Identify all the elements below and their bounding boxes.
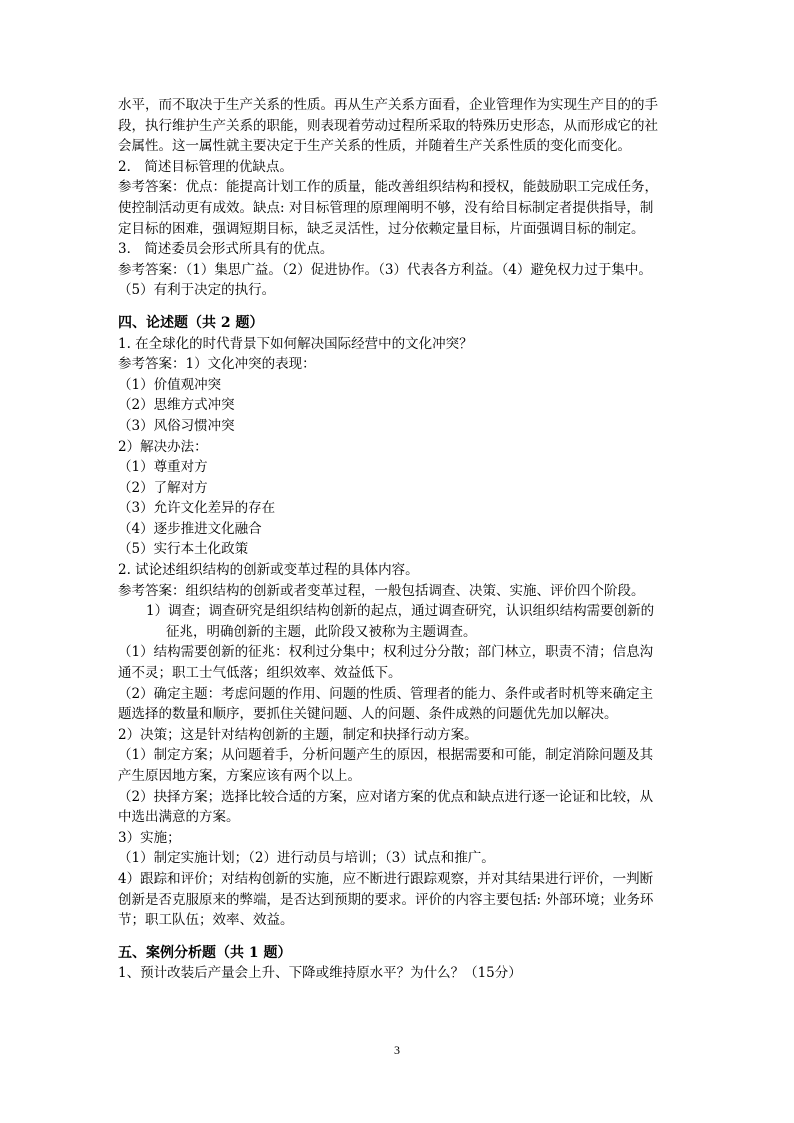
page-content [118, 95, 678, 984]
answer-line: 参考答案：1）文化冲突的表现： [118, 356, 316, 373]
case-question-1: 1、预计改装后产量会上升、下降或维持原水平？为什么？（15分） [118, 965, 522, 982]
essay-question-1: 1. 在全球化的时代背景下如何解决国际经营中的文化冲突？ [118, 335, 473, 352]
text-line: 会属性。这一属性就主要决定于生产关系的性质，并随着生产关系性质的变化而变化。 [118, 138, 631, 155]
answer-line: （2）确定主题：考虑问题的作用、问题的性质、管理者的能力、条件或者时机等来确定主 [118, 685, 654, 702]
answer-line: （2）了解对方 [118, 479, 208, 496]
section-heading-4: 四、论述题（共 2 题） [118, 314, 264, 331]
answer-line: 创新是否克服原来的弊端，是否达到预期的要求。评价的内容主要包括: 外部环境；业务环 [118, 891, 654, 908]
question-q2: 2． 简述目标管理的优缺点。 [118, 158, 293, 175]
answer-line: （1）制定实施计划；（2）进行动员与培训；（3）试点和推广。 [118, 850, 495, 867]
answer-line: （3）风俗习惯冲突 [118, 417, 235, 434]
answer-line: （2）思维方式冲突 [118, 397, 235, 414]
answer-line: 2）决策；这是针对结构创新的主题，制定和抉择行动方案。 [118, 726, 478, 743]
answer-line: （1）尊重对方 [118, 459, 208, 476]
answer-line: 参考答案：组织结构的创新或者变革过程，一般包括调查、决策、实施、评价四个阶段。 [118, 582, 645, 599]
text-line: 水平，而不取决于生产关系的性质。再从生产关系方面看，企业管理作为实现生产目的的手 [118, 97, 658, 113]
answer-line: 参考答案：（1）集思广益。（2）促进协作。（3）代表各方利益。（4）避免权力过于集中。 [118, 261, 652, 278]
answer-line: 定目标的困难，强调短期目标，缺乏灵活性，过分依赖定量目标，片面强调目标的制定。 [118, 220, 645, 237]
answer-line: （5）实行本土化政策 [118, 541, 249, 558]
answer-line: 4）跟踪和评价；对结构创新的实施，应不断进行跟踪观察，并对其结果进行评价，一判断 [118, 870, 654, 887]
answer-line: 通不灵；职工士气低落；组织效率、效益低下。 [118, 665, 402, 682]
page-number: 3 [394, 1043, 400, 1057]
answer-line: 节；职工队伍；效率、效益。 [118, 912, 294, 929]
answer-line: （1）制定方案；从问题着手，分析问题产生的原因，根据需要和可能，制定消除问题及其 [118, 747, 654, 764]
answer-line: （2）抉择方案；选择比较合适的方案，应对诸方案的优点和缺点进行逐一论证和比较，从 [118, 788, 654, 805]
answer-line: 1）调查；调查研究是组织结构创新的起点，通过调查研究，认识组织结构需要创新的 [146, 603, 655, 620]
answer-line: 题选择的数量和顺序，要抓住关键问题、人的问题、条件成熟的问题优先加以解决。 [118, 706, 618, 723]
answer-line: 使控制活动更有成效。缺点: 对目标管理的原理阐明不够，没有给目标制定者提供指导，制 [118, 199, 654, 216]
answer-line: （4）逐步推进文化融合 [118, 520, 262, 537]
answer-line: （1）价值观冲突 [118, 376, 222, 393]
text-line: 段，执行维护生产关系的职能，则表现着劳动过程所采取的特殊历史形态，从而形成它的社 [118, 117, 658, 134]
answer-line: 征兆，明确创新的主题，此阶段又被称为主题调查。 [166, 623, 477, 640]
answer-line: 参考答案：优点：能提高计划工作的质量，能改善组织结构和授权，能鼓励职工完成任务， [118, 179, 658, 196]
answer-line: 产生原因地方案，方案应该有两个以上。 [118, 768, 361, 784]
section-heading-5: 五、案例分析题（共 1 题） [118, 944, 292, 961]
answer-line: 2）解决办法： [118, 438, 208, 455]
answer-line: 3）实施； [118, 829, 181, 846]
essay-question-2: 2. 试论述组织结构的创新或变革过程的具体内容。 [118, 562, 419, 579]
answer-line: （5）有利于决定的执行。 [118, 282, 276, 299]
answer-line: （3）允许文化差异的存在 [118, 500, 276, 517]
answer-line: （1）结构需要创新的征兆：权利过分集中；权利过分分散；部门林立，职责不清；信息沟 [118, 644, 654, 661]
answer-line: 中选出满意的方案。 [118, 809, 240, 826]
question-q3: 3． 简述委员会形式所具有的优点。 [118, 241, 334, 258]
